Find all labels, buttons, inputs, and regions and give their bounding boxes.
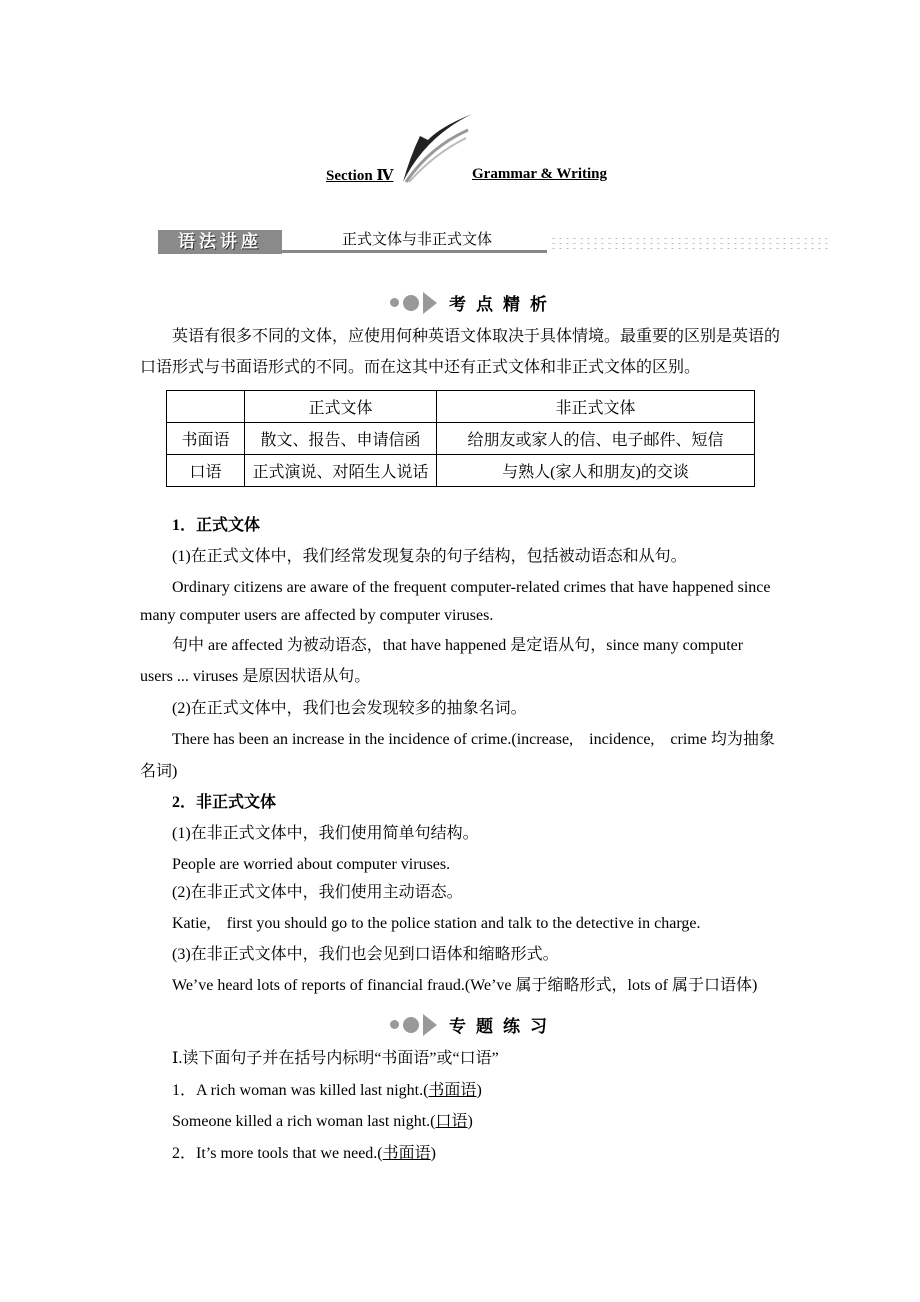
body-line: 2．非正式文体 (172, 794, 277, 811)
item-answer: 书面语 (428, 1082, 477, 1099)
item-answer: 口语 (435, 1113, 468, 1130)
arrow-icon (423, 1014, 437, 1036)
body-line: Ordinary citizens are aware of the frequent computer-related crimes that have happened since (172, 579, 771, 596)
dot-icon (403, 295, 419, 311)
section-number: Section Ⅳ (326, 168, 394, 184)
table-row (167, 455, 755, 487)
exercise-item (172, 1112, 473, 1132)
body-line: (1)在正式文体中，我们经常发现复杂的句子结构，包括被动语态和从句。 (172, 548, 687, 565)
table-cell: 给朋友或家人的信、电子邮件、短信 (437, 423, 755, 455)
style-table (166, 390, 755, 487)
table-cell: 散文、报告、申请信函 (245, 423, 437, 455)
body-line: 名词) (140, 763, 178, 780)
body-line: users ... viruses 是原因状语从句。 (140, 668, 371, 685)
body-line: There has been an increase in the incidence of crime.(increase, incidence, crime 均为抽象 (172, 731, 775, 748)
table-cell: 正式演说、对陌生人说话 (245, 455, 437, 487)
exercise-instruction: Ⅰ.读下面句子并在括号内标明“书面语”或“口语” (172, 1050, 499, 1067)
arrow-icon (423, 292, 437, 314)
exercise-item (172, 1144, 436, 1164)
table-cell: 口语 (167, 455, 245, 487)
banner-rule (282, 250, 547, 253)
table-cell: 正式文体 (245, 391, 437, 423)
intro-line: 英语有很多不同的文体，应使用何种英语文体取决于具体情境。最重要的区别是英语的 (172, 328, 781, 345)
table-row (167, 423, 755, 455)
item-answer: 书面语 (382, 1145, 431, 1162)
item-text: 1．A rich woman was killed last night.( (172, 1082, 429, 1099)
banner-dots (550, 236, 830, 252)
table-cell (167, 391, 245, 423)
body-line: People are worried about computer viruses. (172, 856, 451, 873)
table-cell: 与熟人(家人和朋友)的交谈 (437, 455, 755, 487)
body-line: (2)在非正式文体中，我们使用主动语态。 (172, 884, 463, 901)
body-line: many computer users are affected by computer viruses. (140, 607, 494, 624)
dot-icon (403, 1017, 419, 1033)
table-cell: 书面语 (167, 423, 245, 455)
section-heading-analysis (390, 290, 557, 315)
item-close: ) (430, 1145, 436, 1162)
heading-text: 专题练习 (449, 1017, 557, 1037)
banner-title: 正式文体与非正式文体 (342, 230, 493, 248)
dot-icon (390, 1020, 399, 1029)
body-line: (2)在正式文体中，我们也会发现较多的抽象名词。 (172, 700, 527, 717)
section-heading-practice (390, 1012, 557, 1037)
item-close: ) (476, 1082, 482, 1099)
body-line: (1)在非正式文体中，我们使用简单句结构。 (172, 825, 479, 842)
body-line: 1．正式文体 (172, 517, 261, 534)
table-header-row (167, 391, 755, 423)
body-line: (3)在非正式文体中，我们也会见到口语体和缩略形式。 (172, 946, 559, 963)
swoosh-logo-icon (400, 112, 475, 184)
heading-text: 考点精析 (449, 295, 557, 315)
body-line: Katie, first you should go to the police station and talk to the detective in charge. (172, 915, 701, 932)
item-close: ) (467, 1113, 473, 1130)
section-topic: Grammar & Writing (472, 166, 607, 182)
table-cell: 非正式文体 (437, 391, 755, 423)
intro-line: 口语形式与书面语形式的不同。而在这其中还有正式文体和非正式文体的区别。 (140, 359, 701, 376)
body-line: We’ve heard lots of reports of financial fraud.(We’ve 属于缩略形式，lots of 属于口语体) (172, 977, 758, 994)
exercise-item (172, 1081, 482, 1101)
banner-label: 语法讲座 (158, 230, 282, 254)
body-line: 句中 are affected 为被动语态，that have happened 是定语从句，since many computer (172, 637, 744, 654)
item-text: Someone killed a rich woman last night.( (172, 1113, 436, 1130)
grammar-banner (158, 228, 830, 256)
dot-icon (390, 298, 399, 307)
item-text: 2．It’s more tools that we need.( (172, 1145, 383, 1162)
